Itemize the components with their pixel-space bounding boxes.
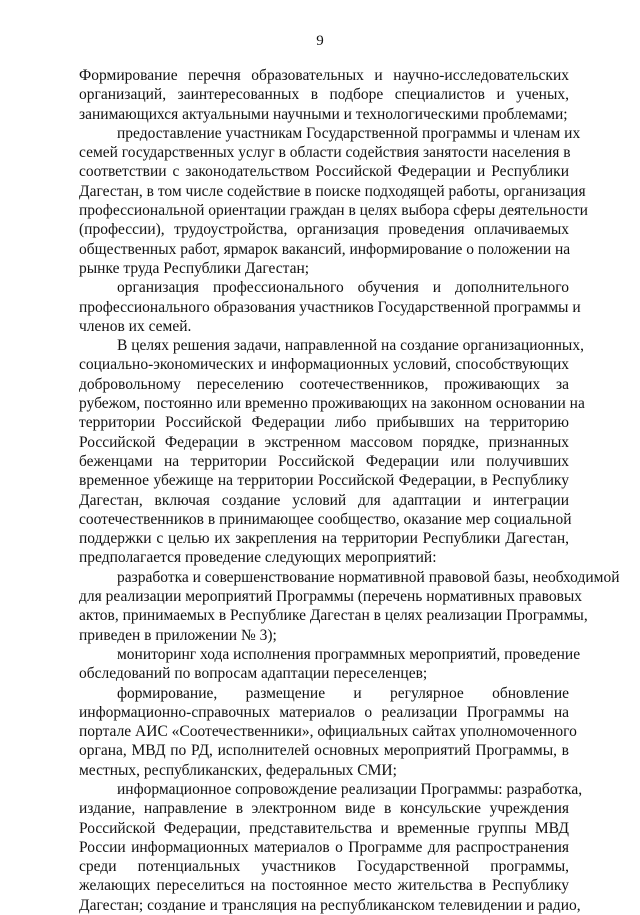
text-line: В целях решения задачи, направленной на создание организационных,: [117, 337, 584, 355]
paragraph: [79, 124, 588, 278]
text-line: информационное сопровождение реализации Программы: разработка,: [117, 780, 583, 798]
text-line: местных, республиканских, федеральных СМИ;: [79, 761, 397, 779]
text-line: Российской Федерации в экстренном массовом порядке, признанных: [79, 433, 569, 451]
text-line: Дагестан; создание и трансляция на республиканском телевидении и радио,: [79, 896, 581, 914]
text-line: занимающихся актуальными научными и технологическими проблемами;: [79, 105, 568, 123]
text-line: семей государственных услуг в области содействия занятости населения в: [79, 144, 571, 162]
text-line: территории Российской Федерации либо прибывших на территорию: [79, 414, 569, 432]
text-line: соответствии с законодательством Российской Федерации и Республики: [79, 163, 569, 181]
text-line: организаций, заинтересованных в подборе специалистов и ученых,: [79, 86, 569, 104]
text-line: мониторинг хода исполнения программных мероприятий, проведение: [117, 645, 581, 663]
paragraph: [79, 66, 569, 124]
text-line: предоставление участникам Государственной программы и членам их: [117, 124, 581, 142]
text-line: общественных работ, ярмарок вакансий, информирование о положении на: [79, 240, 571, 258]
paragraph: [79, 336, 585, 568]
text-line: (профессии), трудоустройства, организация проведения оплачиваемых: [79, 221, 569, 239]
paragraph: [79, 568, 620, 645]
paragraph: [79, 278, 581, 336]
text-line: России информационных материалов о Программе для распространения: [79, 838, 569, 856]
text-line: разработка и совершенствование нормативной правовой базы, необходимой: [117, 568, 620, 586]
text-line: обследований по вопросам адаптации переселенцев;: [79, 665, 428, 683]
text-line: портале АИС «Соотечественники», официальных сайтах уполномоченного: [79, 723, 577, 741]
text-line: информационно-справочных материалов о реализации Программы на: [79, 703, 569, 721]
paragraph: [79, 684, 577, 780]
text-line: Формирование перечня образовательных и научно-исследовательских: [79, 67, 569, 84]
text-line: профессиональной ориентации граждан в целях выбора сферы деятельности: [79, 202, 588, 220]
paragraph: [79, 645, 581, 684]
text-line: предполагается проведение следующих мероприятий:: [79, 549, 437, 567]
text-line: временное убежище на территории Российской Федерации, в Республику: [79, 472, 569, 490]
text-line: издание, направление в электронном виде в консульские учреждения: [79, 800, 569, 818]
text-line: приведен в приложении № 3);: [79, 626, 277, 644]
paragraph: [79, 780, 583, 915]
text-line: желающих переселиться на постоянное место жительства в Республику: [79, 877, 569, 895]
text-line: Дагестан, включая создание условий для адаптации и интеграции: [79, 491, 569, 509]
text-line: поддержки с целью их закрепления на территории Республики Дагестан,: [79, 530, 569, 548]
text-line: Российской Федерации, представительства и временные группы МВД: [79, 819, 569, 837]
page-number: 9: [316, 33, 324, 49]
text-line: формирование, размещение и регулярное обновление: [117, 684, 569, 702]
text-line: актов, принимаемых в Республике Дагестан в целях реализации Программы,: [79, 607, 588, 625]
document-body: [79, 66, 620, 915]
text-line: рынке труда Республики Дагестан;: [79, 259, 310, 277]
text-line: организация профессионального обучения и дополнительного: [117, 279, 569, 297]
text-line: среди потенциальных участников Государственной программы,: [79, 858, 569, 876]
text-line: рубежом, постоянно или временно проживающих на законном основании на: [79, 395, 585, 413]
text-line: добровольному переселению соотечественников, проживающих за: [79, 375, 569, 393]
text-line: социально-экономических и информационных условий, способствующих: [79, 356, 569, 374]
text-line: Дагестан, в том числе содействие в поиске подходящей работы, организация: [79, 182, 586, 200]
text-line: беженцами на территории Российской Федерации или получивших: [79, 452, 569, 470]
text-line: для реализации мероприятий Программы (перечень нормативных правовых: [79, 588, 583, 606]
text-line: членов их семей.: [79, 317, 192, 335]
text-line: соотечественников в принимающее сообщество, оказание мер социальной: [79, 510, 572, 528]
text-line: профессионального образования участников Государственной программы и: [79, 298, 581, 316]
text-line: органа, МВД по РД, исполнителей основных мероприятий Программы, в: [79, 742, 569, 760]
